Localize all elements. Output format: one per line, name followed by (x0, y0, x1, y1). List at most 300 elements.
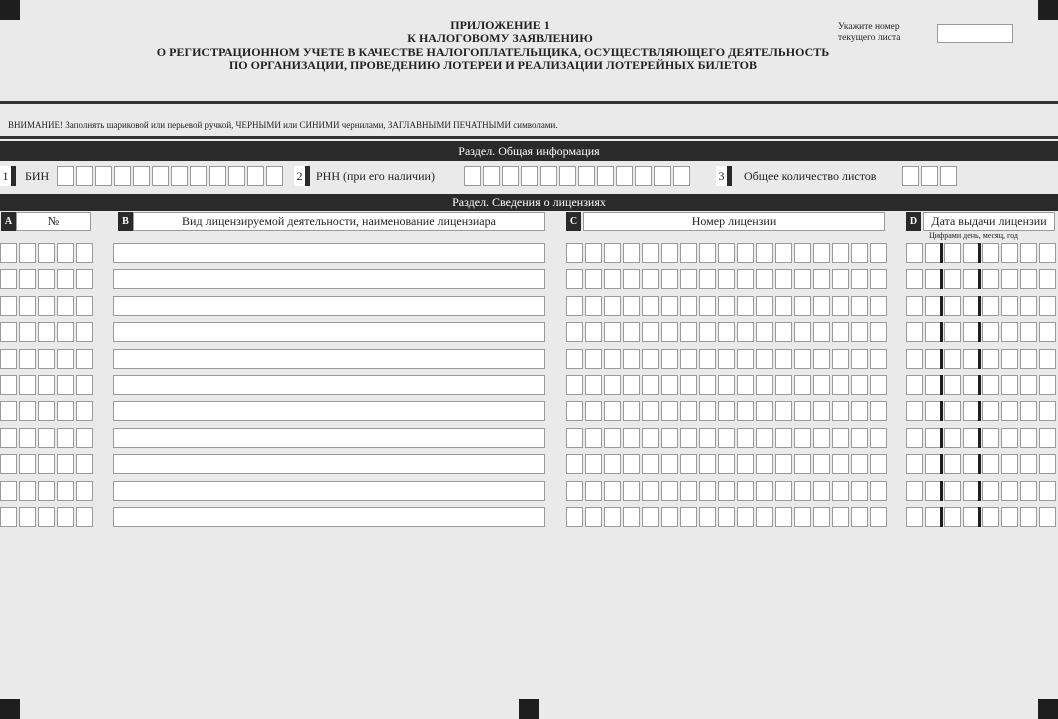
license-number-cell[interactable] (794, 243, 811, 263)
license-number-cell[interactable] (756, 481, 773, 501)
activity-licensor-input[interactable] (113, 481, 545, 501)
row-number-cell[interactable] (57, 349, 74, 369)
license-number-cell[interactable] (851, 481, 868, 501)
field-2-char-cell[interactable] (635, 166, 652, 186)
license-number-cell[interactable] (832, 507, 849, 527)
license-number-cell[interactable] (585, 481, 602, 501)
license-number-cell[interactable] (623, 296, 640, 316)
license-number-cell[interactable] (775, 401, 792, 421)
row-number-cell[interactable] (19, 349, 36, 369)
issue-date-cell[interactable] (906, 269, 923, 289)
issue-date-cell[interactable] (944, 428, 961, 448)
license-number-cell[interactable] (642, 507, 659, 527)
license-number-cell[interactable] (699, 507, 716, 527)
field-2-char-cell[interactable] (464, 166, 481, 186)
license-number-cell[interactable] (718, 401, 735, 421)
license-number-cell[interactable] (699, 454, 716, 474)
field-1-char-cell[interactable] (228, 166, 245, 186)
field-1-char-cell[interactable] (95, 166, 112, 186)
license-number-cell[interactable] (623, 454, 640, 474)
license-number-cell[interactable] (680, 375, 697, 395)
license-number-cell[interactable] (851, 401, 868, 421)
row-number-cell[interactable] (76, 454, 93, 474)
license-number-cell[interactable] (623, 481, 640, 501)
license-number-cell[interactable] (756, 428, 773, 448)
license-number-cell[interactable] (718, 322, 735, 342)
license-number-cell[interactable] (623, 322, 640, 342)
license-number-cell[interactable] (642, 454, 659, 474)
license-number-cell[interactable] (737, 428, 754, 448)
license-number-cell[interactable] (699, 243, 716, 263)
row-number-cell[interactable] (76, 428, 93, 448)
license-number-cell[interactable] (870, 375, 887, 395)
row-number-cell[interactable] (76, 296, 93, 316)
license-number-cell[interactable] (623, 401, 640, 421)
license-number-cell[interactable] (775, 269, 792, 289)
activity-licensor-input[interactable] (113, 349, 545, 369)
license-number-cell[interactable] (832, 375, 849, 395)
row-number-cell[interactable] (76, 375, 93, 395)
issue-date-cell[interactable] (1039, 349, 1056, 369)
field-2-char-cell[interactable] (616, 166, 633, 186)
license-number-cell[interactable] (794, 428, 811, 448)
row-number-cell[interactable] (19, 375, 36, 395)
row-number-cell[interactable] (0, 401, 17, 421)
row-number-cell[interactable] (0, 269, 17, 289)
field-1-char-cell[interactable] (133, 166, 150, 186)
license-number-cell[interactable] (604, 481, 621, 501)
row-number-cell[interactable] (57, 401, 74, 421)
license-number-cell[interactable] (623, 375, 640, 395)
row-number-cell[interactable] (57, 481, 74, 501)
row-number-cell[interactable] (38, 375, 55, 395)
license-number-cell[interactable] (642, 481, 659, 501)
activity-licensor-input[interactable] (113, 507, 545, 527)
license-number-cell[interactable] (566, 322, 583, 342)
issue-date-cell[interactable] (1020, 269, 1037, 289)
license-number-cell[interactable] (661, 375, 678, 395)
field-2-char-cell[interactable] (578, 166, 595, 186)
issue-date-cell[interactable] (944, 269, 961, 289)
issue-date-cell[interactable] (1001, 322, 1018, 342)
issue-date-cell[interactable] (1001, 401, 1018, 421)
license-number-cell[interactable] (832, 269, 849, 289)
license-number-cell[interactable] (680, 454, 697, 474)
issue-date-cell[interactable] (906, 243, 923, 263)
license-number-cell[interactable] (794, 322, 811, 342)
issue-date-cell[interactable] (1020, 349, 1037, 369)
activity-licensor-input[interactable] (113, 454, 545, 474)
license-number-cell[interactable] (737, 269, 754, 289)
license-number-cell[interactable] (604, 269, 621, 289)
issue-date-cell[interactable] (982, 269, 999, 289)
issue-date-cell[interactable] (982, 349, 999, 369)
issue-date-cell[interactable] (1020, 243, 1037, 263)
field-2-char-cell[interactable] (502, 166, 519, 186)
issue-date-cell[interactable] (982, 507, 999, 527)
license-number-cell[interactable] (718, 296, 735, 316)
license-number-cell[interactable] (680, 507, 697, 527)
license-number-cell[interactable] (718, 349, 735, 369)
issue-date-cell[interactable] (906, 375, 923, 395)
issue-date-cell[interactable] (906, 454, 923, 474)
license-number-cell[interactable] (680, 481, 697, 501)
license-number-cell[interactable] (661, 401, 678, 421)
field-1-char-cell[interactable] (152, 166, 169, 186)
license-number-cell[interactable] (813, 401, 830, 421)
issue-date-cell[interactable] (1001, 375, 1018, 395)
license-number-cell[interactable] (775, 322, 792, 342)
issue-date-cell[interactable] (1001, 428, 1018, 448)
license-number-cell[interactable] (623, 428, 640, 448)
license-number-cell[interactable] (642, 269, 659, 289)
field-2-char-cell[interactable] (597, 166, 614, 186)
field-1-char-cell[interactable] (209, 166, 226, 186)
issue-date-cell[interactable] (982, 375, 999, 395)
license-number-cell[interactable] (566, 401, 583, 421)
issue-date-cell[interactable] (944, 401, 961, 421)
issue-date-cell[interactable] (1039, 322, 1056, 342)
license-number-cell[interactable] (756, 375, 773, 395)
license-number-cell[interactable] (661, 428, 678, 448)
license-number-cell[interactable] (851, 269, 868, 289)
field-1-char-cell[interactable] (76, 166, 93, 186)
license-number-cell[interactable] (775, 243, 792, 263)
license-number-cell[interactable] (737, 349, 754, 369)
license-number-cell[interactable] (870, 349, 887, 369)
issue-date-cell[interactable] (1020, 401, 1037, 421)
license-number-cell[interactable] (794, 481, 811, 501)
issue-date-cell[interactable] (982, 481, 999, 501)
row-number-cell[interactable] (19, 243, 36, 263)
license-number-cell[interactable] (699, 322, 716, 342)
license-number-cell[interactable] (775, 481, 792, 501)
license-number-cell[interactable] (566, 428, 583, 448)
license-number-cell[interactable] (604, 375, 621, 395)
license-number-cell[interactable] (794, 375, 811, 395)
license-number-cell[interactable] (718, 375, 735, 395)
row-number-cell[interactable] (38, 349, 55, 369)
issue-date-cell[interactable] (1039, 243, 1056, 263)
field-1-char-cell[interactable] (57, 166, 74, 186)
row-number-cell[interactable] (19, 454, 36, 474)
license-number-cell[interactable] (832, 428, 849, 448)
license-number-cell[interactable] (642, 296, 659, 316)
license-number-cell[interactable] (623, 243, 640, 263)
row-number-cell[interactable] (38, 269, 55, 289)
license-number-cell[interactable] (718, 243, 735, 263)
license-number-cell[interactable] (661, 507, 678, 527)
license-number-cell[interactable] (851, 428, 868, 448)
license-number-cell[interactable] (680, 428, 697, 448)
license-number-cell[interactable] (794, 269, 811, 289)
license-number-cell[interactable] (813, 243, 830, 263)
field-3-char-cell[interactable] (921, 166, 938, 186)
field-2-char-cell[interactable] (521, 166, 538, 186)
license-number-cell[interactable] (566, 349, 583, 369)
row-number-cell[interactable] (76, 507, 93, 527)
license-number-cell[interactable] (585, 454, 602, 474)
issue-date-cell[interactable] (1001, 481, 1018, 501)
row-number-cell[interactable] (0, 296, 17, 316)
license-number-cell[interactable] (756, 269, 773, 289)
row-number-cell[interactable] (38, 507, 55, 527)
issue-date-cell[interactable] (944, 375, 961, 395)
license-number-cell[interactable] (870, 401, 887, 421)
license-number-cell[interactable] (756, 243, 773, 263)
license-number-cell[interactable] (737, 454, 754, 474)
license-number-cell[interactable] (870, 296, 887, 316)
license-number-cell[interactable] (699, 349, 716, 369)
license-number-cell[interactable] (699, 401, 716, 421)
field-1-char-cell[interactable] (266, 166, 283, 186)
license-number-cell[interactable] (870, 322, 887, 342)
row-number-cell[interactable] (19, 401, 36, 421)
row-number-cell[interactable] (19, 481, 36, 501)
issue-date-cell[interactable] (1039, 269, 1056, 289)
license-number-cell[interactable] (661, 349, 678, 369)
license-number-cell[interactable] (585, 296, 602, 316)
license-number-cell[interactable] (851, 349, 868, 369)
license-number-cell[interactable] (566, 507, 583, 527)
issue-date-cell[interactable] (1039, 375, 1056, 395)
issue-date-cell[interactable] (906, 401, 923, 421)
row-number-cell[interactable] (76, 401, 93, 421)
license-number-cell[interactable] (604, 428, 621, 448)
license-number-cell[interactable] (794, 401, 811, 421)
license-number-cell[interactable] (566, 243, 583, 263)
issue-date-cell[interactable] (1020, 296, 1037, 316)
license-number-cell[interactable] (604, 296, 621, 316)
row-number-cell[interactable] (76, 243, 93, 263)
issue-date-cell[interactable] (1020, 507, 1037, 527)
issue-date-cell[interactable] (906, 349, 923, 369)
row-number-cell[interactable] (38, 454, 55, 474)
issue-date-cell[interactable] (944, 349, 961, 369)
license-number-cell[interactable] (585, 428, 602, 448)
license-number-cell[interactable] (756, 349, 773, 369)
field-3-char-cell[interactable] (940, 166, 957, 186)
license-number-cell[interactable] (718, 481, 735, 501)
license-number-cell[interactable] (585, 507, 602, 527)
license-number-cell[interactable] (680, 349, 697, 369)
license-number-cell[interactable] (832, 481, 849, 501)
license-number-cell[interactable] (832, 349, 849, 369)
license-number-cell[interactable] (737, 401, 754, 421)
license-number-cell[interactable] (737, 481, 754, 501)
license-number-cell[interactable] (699, 481, 716, 501)
license-number-cell[interactable] (699, 269, 716, 289)
license-number-cell[interactable] (794, 454, 811, 474)
license-number-cell[interactable] (680, 269, 697, 289)
row-number-cell[interactable] (0, 243, 17, 263)
license-number-cell[interactable] (680, 322, 697, 342)
row-number-cell[interactable] (19, 507, 36, 527)
license-number-cell[interactable] (623, 349, 640, 369)
field-2-char-cell[interactable] (483, 166, 500, 186)
issue-date-cell[interactable] (944, 296, 961, 316)
license-number-cell[interactable] (699, 375, 716, 395)
license-number-cell[interactable] (737, 243, 754, 263)
row-number-cell[interactable] (38, 322, 55, 342)
issue-date-cell[interactable] (944, 322, 961, 342)
field-1-char-cell[interactable] (114, 166, 131, 186)
license-number-cell[interactable] (851, 296, 868, 316)
issue-date-cell[interactable] (982, 296, 999, 316)
field-1-char-cell[interactable] (171, 166, 188, 186)
row-number-cell[interactable] (19, 322, 36, 342)
license-number-cell[interactable] (680, 401, 697, 421)
row-number-cell[interactable] (57, 322, 74, 342)
license-number-cell[interactable] (585, 322, 602, 342)
issue-date-cell[interactable] (1001, 296, 1018, 316)
license-number-cell[interactable] (661, 296, 678, 316)
license-number-cell[interactable] (661, 454, 678, 474)
license-number-cell[interactable] (661, 481, 678, 501)
issue-date-cell[interactable] (1001, 349, 1018, 369)
issue-date-cell[interactable] (1020, 428, 1037, 448)
license-number-cell[interactable] (661, 322, 678, 342)
row-number-cell[interactable] (76, 349, 93, 369)
license-number-cell[interactable] (851, 322, 868, 342)
license-number-cell[interactable] (870, 481, 887, 501)
activity-licensor-input[interactable] (113, 269, 545, 289)
activity-licensor-input[interactable] (113, 322, 545, 342)
license-number-cell[interactable] (737, 322, 754, 342)
license-number-cell[interactable] (813, 454, 830, 474)
row-number-cell[interactable] (76, 481, 93, 501)
issue-date-cell[interactable] (1001, 243, 1018, 263)
license-number-cell[interactable] (604, 454, 621, 474)
issue-date-cell[interactable] (1020, 322, 1037, 342)
license-number-cell[interactable] (661, 269, 678, 289)
issue-date-cell[interactable] (906, 507, 923, 527)
license-number-cell[interactable] (813, 269, 830, 289)
license-number-cell[interactable] (566, 375, 583, 395)
license-number-cell[interactable] (851, 375, 868, 395)
activity-licensor-input[interactable] (113, 375, 545, 395)
license-number-cell[interactable] (604, 401, 621, 421)
license-number-cell[interactable] (813, 349, 830, 369)
row-number-cell[interactable] (38, 243, 55, 263)
license-number-cell[interactable] (604, 349, 621, 369)
row-number-cell[interactable] (0, 454, 17, 474)
issue-date-cell[interactable] (944, 454, 961, 474)
activity-licensor-input[interactable] (113, 401, 545, 421)
license-number-cell[interactable] (566, 481, 583, 501)
license-number-cell[interactable] (642, 375, 659, 395)
license-number-cell[interactable] (775, 507, 792, 527)
row-number-cell[interactable] (38, 428, 55, 448)
activity-licensor-input[interactable] (113, 243, 545, 263)
issue-date-cell[interactable] (944, 507, 961, 527)
license-number-cell[interactable] (680, 296, 697, 316)
license-number-cell[interactable] (775, 428, 792, 448)
field-2-char-cell[interactable] (559, 166, 576, 186)
license-number-cell[interactable] (832, 454, 849, 474)
license-number-cell[interactable] (794, 349, 811, 369)
issue-date-cell[interactable] (906, 481, 923, 501)
license-number-cell[interactable] (737, 375, 754, 395)
issue-date-cell[interactable] (982, 322, 999, 342)
issue-date-cell[interactable] (906, 322, 923, 342)
license-number-cell[interactable] (585, 243, 602, 263)
row-number-cell[interactable] (0, 375, 17, 395)
field-2-char-cell[interactable] (540, 166, 557, 186)
license-number-cell[interactable] (870, 428, 887, 448)
issue-date-cell[interactable] (1001, 454, 1018, 474)
issue-date-cell[interactable] (1001, 507, 1018, 527)
issue-date-cell[interactable] (944, 481, 961, 501)
license-number-cell[interactable] (851, 243, 868, 263)
license-number-cell[interactable] (832, 243, 849, 263)
row-number-cell[interactable] (0, 507, 17, 527)
license-number-cell[interactable] (718, 269, 735, 289)
license-number-cell[interactable] (737, 507, 754, 527)
field-3-char-cell[interactable] (902, 166, 919, 186)
issue-date-cell[interactable] (1020, 454, 1037, 474)
row-number-cell[interactable] (76, 322, 93, 342)
issue-date-cell[interactable] (906, 296, 923, 316)
license-number-cell[interactable] (870, 269, 887, 289)
license-number-cell[interactable] (718, 454, 735, 474)
license-number-cell[interactable] (604, 322, 621, 342)
license-number-cell[interactable] (794, 507, 811, 527)
license-number-cell[interactable] (566, 454, 583, 474)
row-number-cell[interactable] (0, 349, 17, 369)
license-number-cell[interactable] (832, 322, 849, 342)
sheet-number-input[interactable] (937, 24, 1013, 43)
license-number-cell[interactable] (585, 401, 602, 421)
issue-date-cell[interactable] (1001, 269, 1018, 289)
license-number-cell[interactable] (851, 507, 868, 527)
license-number-cell[interactable] (699, 296, 716, 316)
row-number-cell[interactable] (38, 481, 55, 501)
row-number-cell[interactable] (0, 481, 17, 501)
license-number-cell[interactable] (775, 454, 792, 474)
row-number-cell[interactable] (57, 454, 74, 474)
row-number-cell[interactable] (0, 428, 17, 448)
license-number-cell[interactable] (566, 269, 583, 289)
row-number-cell[interactable] (57, 296, 74, 316)
license-number-cell[interactable] (813, 507, 830, 527)
activity-licensor-input[interactable] (113, 428, 545, 448)
row-number-cell[interactable] (19, 296, 36, 316)
issue-date-cell[interactable] (1039, 401, 1056, 421)
license-number-cell[interactable] (604, 243, 621, 263)
license-number-cell[interactable] (794, 296, 811, 316)
license-number-cell[interactable] (737, 296, 754, 316)
field-1-char-cell[interactable] (247, 166, 264, 186)
license-number-cell[interactable] (756, 401, 773, 421)
issue-date-cell[interactable] (982, 243, 999, 263)
license-number-cell[interactable] (813, 428, 830, 448)
issue-date-cell[interactable] (982, 401, 999, 421)
license-number-cell[interactable] (642, 243, 659, 263)
issue-date-cell[interactable] (1039, 507, 1056, 527)
row-number-cell[interactable] (57, 428, 74, 448)
license-number-cell[interactable] (585, 269, 602, 289)
issue-date-cell[interactable] (1020, 481, 1037, 501)
row-number-cell[interactable] (38, 296, 55, 316)
issue-date-cell[interactable] (1039, 481, 1056, 501)
license-number-cell[interactable] (756, 322, 773, 342)
license-number-cell[interactable] (870, 507, 887, 527)
license-number-cell[interactable] (661, 243, 678, 263)
license-number-cell[interactable] (718, 507, 735, 527)
activity-licensor-input[interactable] (113, 296, 545, 316)
license-number-cell[interactable] (813, 296, 830, 316)
